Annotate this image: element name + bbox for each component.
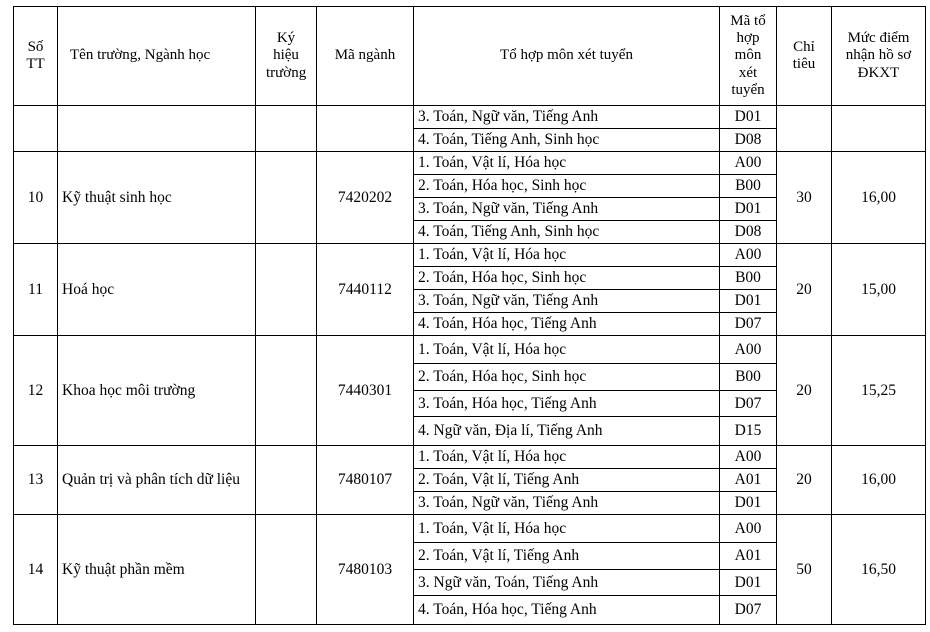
subject-combination-cell: 2. Toán, Vật lí, Tiếng Anh xyxy=(414,543,720,570)
subject-combination-cell: 1. Toán, Vật lí, Hóa học xyxy=(414,244,720,267)
table-row xyxy=(14,106,926,129)
stt-cell: 12 xyxy=(14,336,58,446)
table-row xyxy=(14,336,926,364)
school-code-cell xyxy=(256,336,317,446)
subject-combination-cell: 3. Toán, Ngữ văn, Tiếng Anh xyxy=(414,198,720,221)
combination-code-cell: B00 xyxy=(720,364,777,391)
combination-code-cell: A00 xyxy=(720,446,777,469)
combination-code-cell: B00 xyxy=(720,175,777,198)
quota-cell: 20 xyxy=(777,336,832,446)
major-code-cell: 7440301 xyxy=(317,336,414,446)
min-score-cell: 15,25 xyxy=(832,336,926,446)
min-score-cell: 16,00 xyxy=(832,446,926,515)
table-header xyxy=(14,7,926,106)
major-code-cell: 7420202 xyxy=(317,152,414,244)
combination-code-cell: D07 xyxy=(720,391,777,417)
combination-code-cell: D08 xyxy=(720,221,777,244)
admissions-table xyxy=(13,6,926,625)
subject-combination-cell: 2. Toán, Hóa học, Sinh học xyxy=(414,364,720,391)
header-quota: Chỉ tiêu xyxy=(777,7,832,106)
major-code-cell: 7480107 xyxy=(317,446,414,515)
subject-combination-cell: 1. Toán, Vật lí, Hóa học xyxy=(414,336,720,364)
min-score-cell: 16,50 xyxy=(832,515,926,625)
combination-code-cell: D01 xyxy=(720,570,777,596)
major-code-cell: 7480103 xyxy=(317,515,414,625)
school-code-cell xyxy=(256,515,317,625)
table-row xyxy=(14,244,926,267)
school-code-cell xyxy=(256,446,317,515)
header-school-code: Ký hiệu trường xyxy=(256,7,317,106)
table-row xyxy=(14,446,926,469)
header-combination-code: Mã tổ hợp môn xét tuyển xyxy=(720,7,777,106)
quota-cell xyxy=(777,106,832,152)
header-major-code: Mã ngành xyxy=(317,7,414,106)
stt-cell: 11 xyxy=(14,244,58,336)
combination-code-cell: D01 xyxy=(720,106,777,129)
program-name-cell: Kỹ thuật sinh học xyxy=(58,152,256,244)
table-body xyxy=(14,106,926,625)
combination-code-cell: A00 xyxy=(720,336,777,364)
subject-combination-cell: 3. Toán, Hóa học, Tiếng Anh xyxy=(414,391,720,417)
combination-code-cell: A00 xyxy=(720,244,777,267)
combination-code-cell: D15 xyxy=(720,417,777,446)
subject-combination-cell: 4. Toán, Hóa học, Tiếng Anh xyxy=(414,596,720,625)
combination-code-cell: D07 xyxy=(720,596,777,625)
subject-combination-cell: 1. Toán, Vật lí, Hóa học xyxy=(414,446,720,469)
min-score-cell xyxy=(832,106,926,152)
combination-code-cell: A01 xyxy=(720,469,777,492)
subject-combination-cell: 4. Toán, Hóa học, Tiếng Anh xyxy=(414,313,720,336)
subject-combination-cell: 4. Toán, Tiếng Anh, Sinh học xyxy=(414,129,720,152)
stt-cell xyxy=(14,106,58,152)
program-name-cell: Khoa học môi trường xyxy=(58,336,256,446)
subject-combination-cell: 3. Toán, Ngữ văn, Tiếng Anh xyxy=(414,290,720,313)
combination-code-cell: D07 xyxy=(720,313,777,336)
stt-cell: 14 xyxy=(14,515,58,625)
header-min-score: Mức điểm nhận hồ sơ ĐKXT xyxy=(832,7,926,106)
major-code-cell: 7440112 xyxy=(317,244,414,336)
quota-cell: 50 xyxy=(777,515,832,625)
table-row xyxy=(14,515,926,543)
stt-cell: 13 xyxy=(14,446,58,515)
table-row xyxy=(14,152,926,175)
subject-combination-cell: 2. Toán, Vật lí, Tiếng Anh xyxy=(414,469,720,492)
program-name-cell: Kỹ thuật phần mềm xyxy=(58,515,256,625)
min-score-cell: 15,00 xyxy=(832,244,926,336)
combination-code-cell: A01 xyxy=(720,543,777,570)
combination-code-cell: B00 xyxy=(720,267,777,290)
school-code-cell xyxy=(256,244,317,336)
quota-cell: 20 xyxy=(777,446,832,515)
subject-combination-cell: 3. Toán, Ngữ văn, Tiếng Anh xyxy=(414,492,720,515)
school-code-cell xyxy=(256,152,317,244)
subject-combination-cell: 4. Ngữ văn, Địa lí, Tiếng Anh xyxy=(414,417,720,446)
school-code-cell xyxy=(256,106,317,152)
combination-code-cell: D01 xyxy=(720,198,777,221)
subject-combination-cell: 1. Toán, Vật lí, Hóa học xyxy=(414,152,720,175)
header-program-name: Tên trường, Ngành học xyxy=(58,7,256,106)
quota-cell: 20 xyxy=(777,244,832,336)
subject-combination-cell: 4. Toán, Tiếng Anh, Sinh học xyxy=(414,221,720,244)
subject-combination-cell: 2. Toán, Hóa học, Sinh học xyxy=(414,267,720,290)
header-subject-combination: Tổ hợp môn xét tuyển xyxy=(414,7,720,106)
program-name-cell: Quản trị và phân tích dữ liệu xyxy=(58,446,256,515)
stt-cell: 10 xyxy=(14,152,58,244)
program-name-cell: Hoá học xyxy=(58,244,256,336)
subject-combination-cell: 3. Toán, Ngữ văn, Tiếng Anh xyxy=(414,106,720,129)
program-name-cell xyxy=(58,106,256,152)
combination-code-cell: D01 xyxy=(720,492,777,515)
header-stt: Số TT xyxy=(14,7,58,106)
subject-combination-cell: 3. Ngữ văn, Toán, Tiếng Anh xyxy=(414,570,720,596)
quota-cell: 30 xyxy=(777,152,832,244)
subject-combination-cell: 1. Toán, Vật lí, Hóa học xyxy=(414,515,720,543)
major-code-cell xyxy=(317,106,414,152)
combination-code-cell: D08 xyxy=(720,129,777,152)
combination-code-cell: A00 xyxy=(720,515,777,543)
combination-code-cell: A00 xyxy=(720,152,777,175)
min-score-cell: 16,00 xyxy=(832,152,926,244)
subject-combination-cell: 2. Toán, Hóa học, Sinh học xyxy=(414,175,720,198)
combination-code-cell: D01 xyxy=(720,290,777,313)
